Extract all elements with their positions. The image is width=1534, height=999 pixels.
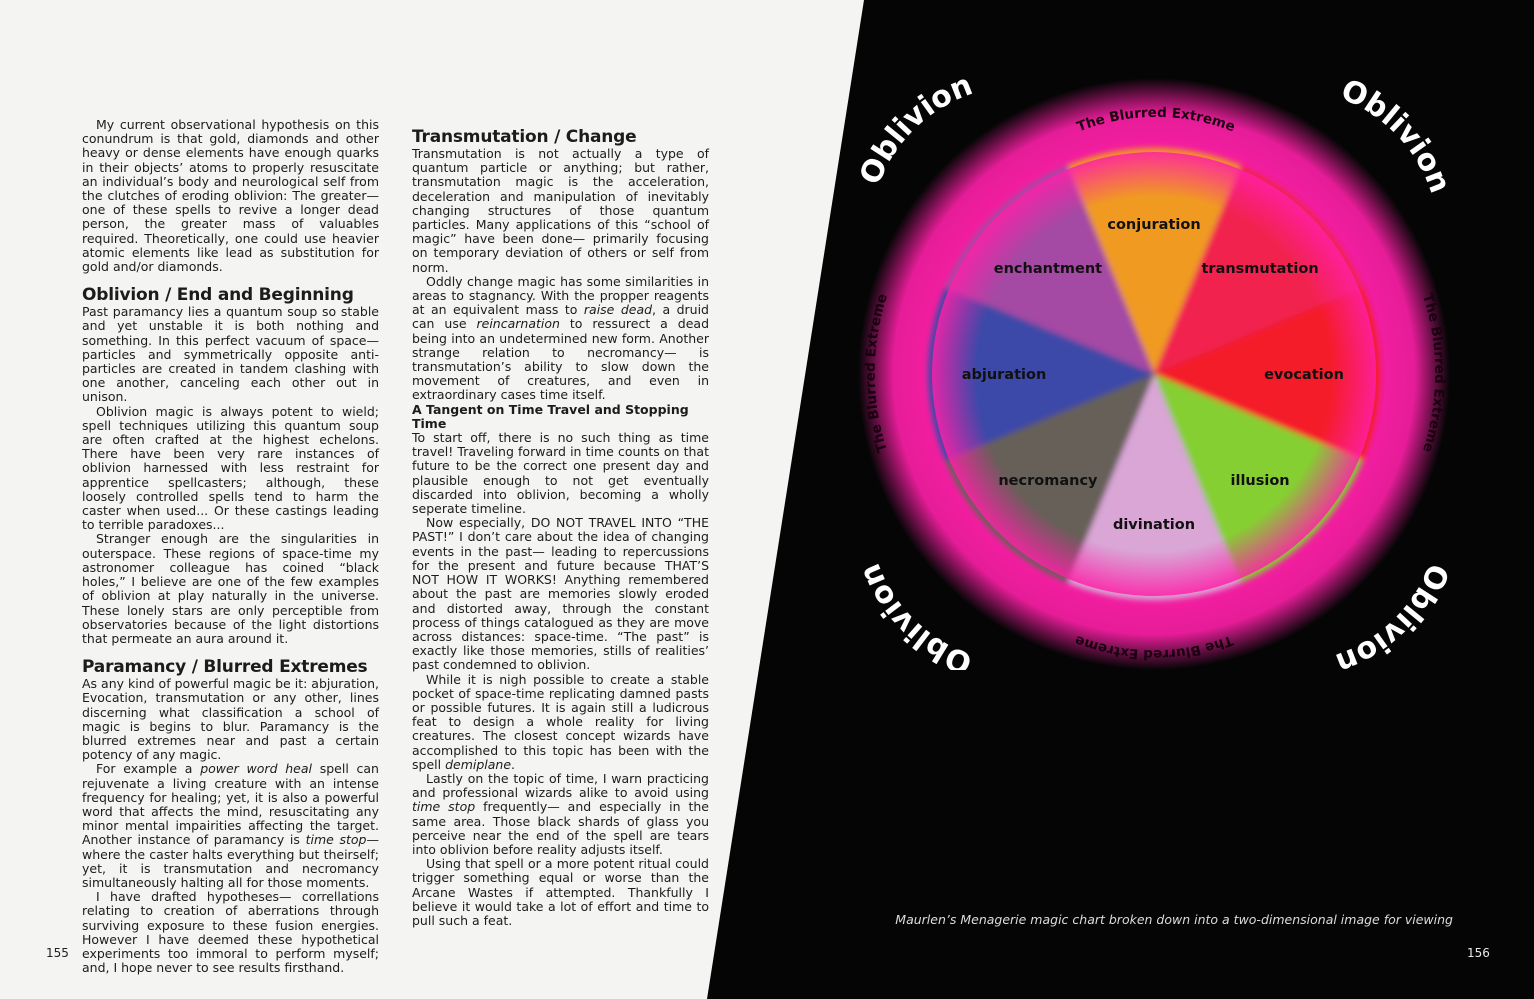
oblivion-paragraph-3: Stranger enough are the singularities in outerspace. These regions of space-time my astronomer colleague has coined “black holes,” I believe are one of the few examples of oblivion at play naturally in the universe. These lonely stars are only perceptible from observatories because of the light distortions that permeate an aura around it. bbox=[82, 531, 379, 646]
tangent-paragraph-2: Now especially, DO NOT TRAVEL INTO “THE PAST!” I don’t care about the idea of changing events in the past— leading to repercussions for the present and future because THAT’S NOT HOW IT WORKS! Anything remembered about the past are memories slowly eroded and distorted away, through the constant process of things catalogued as they are move across distances: space-time. “The past” is exactly like those memories, stills of realities’ past condemned to oblivion. bbox=[412, 515, 709, 673]
heading-oblivion: Oblivion / End and Beginning bbox=[82, 285, 354, 306]
label-illusion: illusion bbox=[1230, 473, 1290, 490]
tangent-paragraph-1: To start off, there is no such thing as time travel! Traveling forward in time counts on that future to be the correct one present day and plausible enough to not get eventually discarded into oblivion, becoming a wholly seperate timeline. bbox=[412, 430, 709, 517]
oblivion-label-bottom-left: Oblivio bbox=[862, 577, 978, 670]
heading-time-travel: A Tangent on Time Travel and Stopping Time bbox=[412, 401, 689, 431]
tangent-paragraph-3: While it is nigh possible to create a stable pocket of space-time replicating damned pasts or possible futures. It is again still a ludicrous feat to design a whole reality for living creatures. The closest concept wizards have accomplished to this topic has been with the spell demiplane. bbox=[412, 671, 709, 772]
heading-transmutation: Transmutation / Change bbox=[412, 127, 637, 147]
magic-wheel-svg bbox=[858, 78, 1450, 670]
transmutation-paragraph-1: Transmutation is not actually a type of quantum particle or anything; but rather, transmutation magic is the acceleration, deceleration and manipulation of inevitably changing structures of those quantum particles. Many applications of this “school of magic” have been done— primarily focusing on temporary deviation of others or self from norm. bbox=[412, 146, 709, 275]
ring-label-left: The Blurred Extreme bbox=[862, 291, 891, 455]
intro-paragraph: My current observational hypothesis on this conundrum is that gold, diamonds and other heavy or dense elements have enough quarks in their objects’ atoms to properly resuscitate an individual’s body and neurological self from the clutches of eroding oblivion: The greater— one of these spells to revive a longer dead person, the greater mass of valuables required. Theoretically, one could use heavier atomic elements like lead as substitution for gold and/or diamonds. bbox=[82, 117, 379, 275]
label-conjuration: conjuration bbox=[1107, 217, 1201, 233]
page-number-left: 155 bbox=[46, 946, 69, 960]
ring-label-right: The Blurred Extreme bbox=[1419, 291, 1448, 455]
label-transmutation: transmutation bbox=[1201, 260, 1319, 277]
transmutation-paragraph-2: Oddly change magic has some similarities in areas to stagnancy. With the propper reagents at an equivalent mass to raise dead, a druid can use reincarnation to ressurect a dead being into an undetermined new form. Another strange relation to necromancy— is transmutation’s ability to slow down the movement of creatures, and even in extraordinary cases time itself. bbox=[412, 273, 710, 403]
oblivion-paragraph-1: Past paramancy lies a quantum soup so stable and yet unstable it is both nothing and something. In this perfect vacuum of space— particles and symmetrically opposite anti-particles are created in tandem clashing with one another, canceling each other out in unison. bbox=[82, 304, 379, 405]
label-enchantment: enchantment bbox=[993, 260, 1103, 277]
oblivion-label-bottom-right: blivion bbox=[1330, 580, 1443, 670]
ring-label-bottom: The Blurred Extreme bbox=[1072, 631, 1236, 663]
middle-text-column bbox=[412, 128, 709, 928]
tangent-paragraph-5: Using that spell or a more potent ritual could trigger something equal or worse than the Arcane Wastes if attempted. Thankfully I believe it would take a lot of effort and time to pull such a feat. bbox=[412, 856, 709, 928]
tangent-paragraph-4: Lastly on the topic of time, I warn practicing and professional wizards alike to avoid using time stop frequently— and especially in the same area. Those black shards of glass you perceive near the end of the spell are tears into oblivion before reality adjusts itself. bbox=[412, 770, 709, 857]
paramancy-paragraph-3: I have drafted hypotheses— correllations relating to creation of aberrations through surviving exposure to these fusion energies. However I have deemed these hypothetical experiments too immoral to perform myself; and, I hope never to see results firsthand. bbox=[82, 889, 379, 976]
figure-caption: Maurlen’s Menagerie magic chart broken down into a two-dimensional image for viewing bbox=[895, 912, 1453, 927]
label-divination: divination bbox=[1112, 517, 1196, 533]
oblivion-paragraph-2: Oblivion magic is always potent to wield; spell techniques utilizing this quantum soup are often crafted at the highest echelons. There have been very rare instances of oblivion harnessed with less restraint for apprentice spellcasters; although, these loosely controlled spells tend to harm the caster when used... Or these castings leading to terrible paradoxes... bbox=[82, 403, 379, 533]
ring-label-top: The Blurred Extreme bbox=[1074, 104, 1238, 136]
label-abjuration: abjuration bbox=[961, 367, 1047, 383]
paramancy-paragraph-2: For example a power word heal spell can rejuvenate a living creature with an intense frequency for healing; yet, it is also a powerful word that affects the mind, resuscitating any minor mental impairities affecting the target. Another instance of paramancy is time stop— where the caster halts everything but theirself; yet, it is transmutation and necromancy simultaneously halting all for those moments. bbox=[82, 761, 379, 890]
page-number-right: 156 bbox=[1467, 946, 1490, 960]
left-text-column bbox=[82, 118, 379, 975]
oblivion-label-top-right: Oblivio bbox=[1335, 78, 1448, 179]
label-evocation: evocation bbox=[1264, 367, 1344, 383]
heading-paramancy: Paramancy / Blurred Extremes bbox=[82, 657, 368, 678]
oblivion-label-top-left: blivion bbox=[865, 78, 978, 168]
magic-wheel-figure bbox=[858, 78, 1450, 670]
label-necromancy: necromancy bbox=[998, 473, 1098, 490]
paramancy-paragraph-1: As any kind of powerful magic be it: abjuration, Evocation, transmutation or any other, lines discerning what classification a school of magic is begins to blur. Paramancy is the blurred extremes near and past a certain potency of any magic. bbox=[82, 676, 379, 763]
